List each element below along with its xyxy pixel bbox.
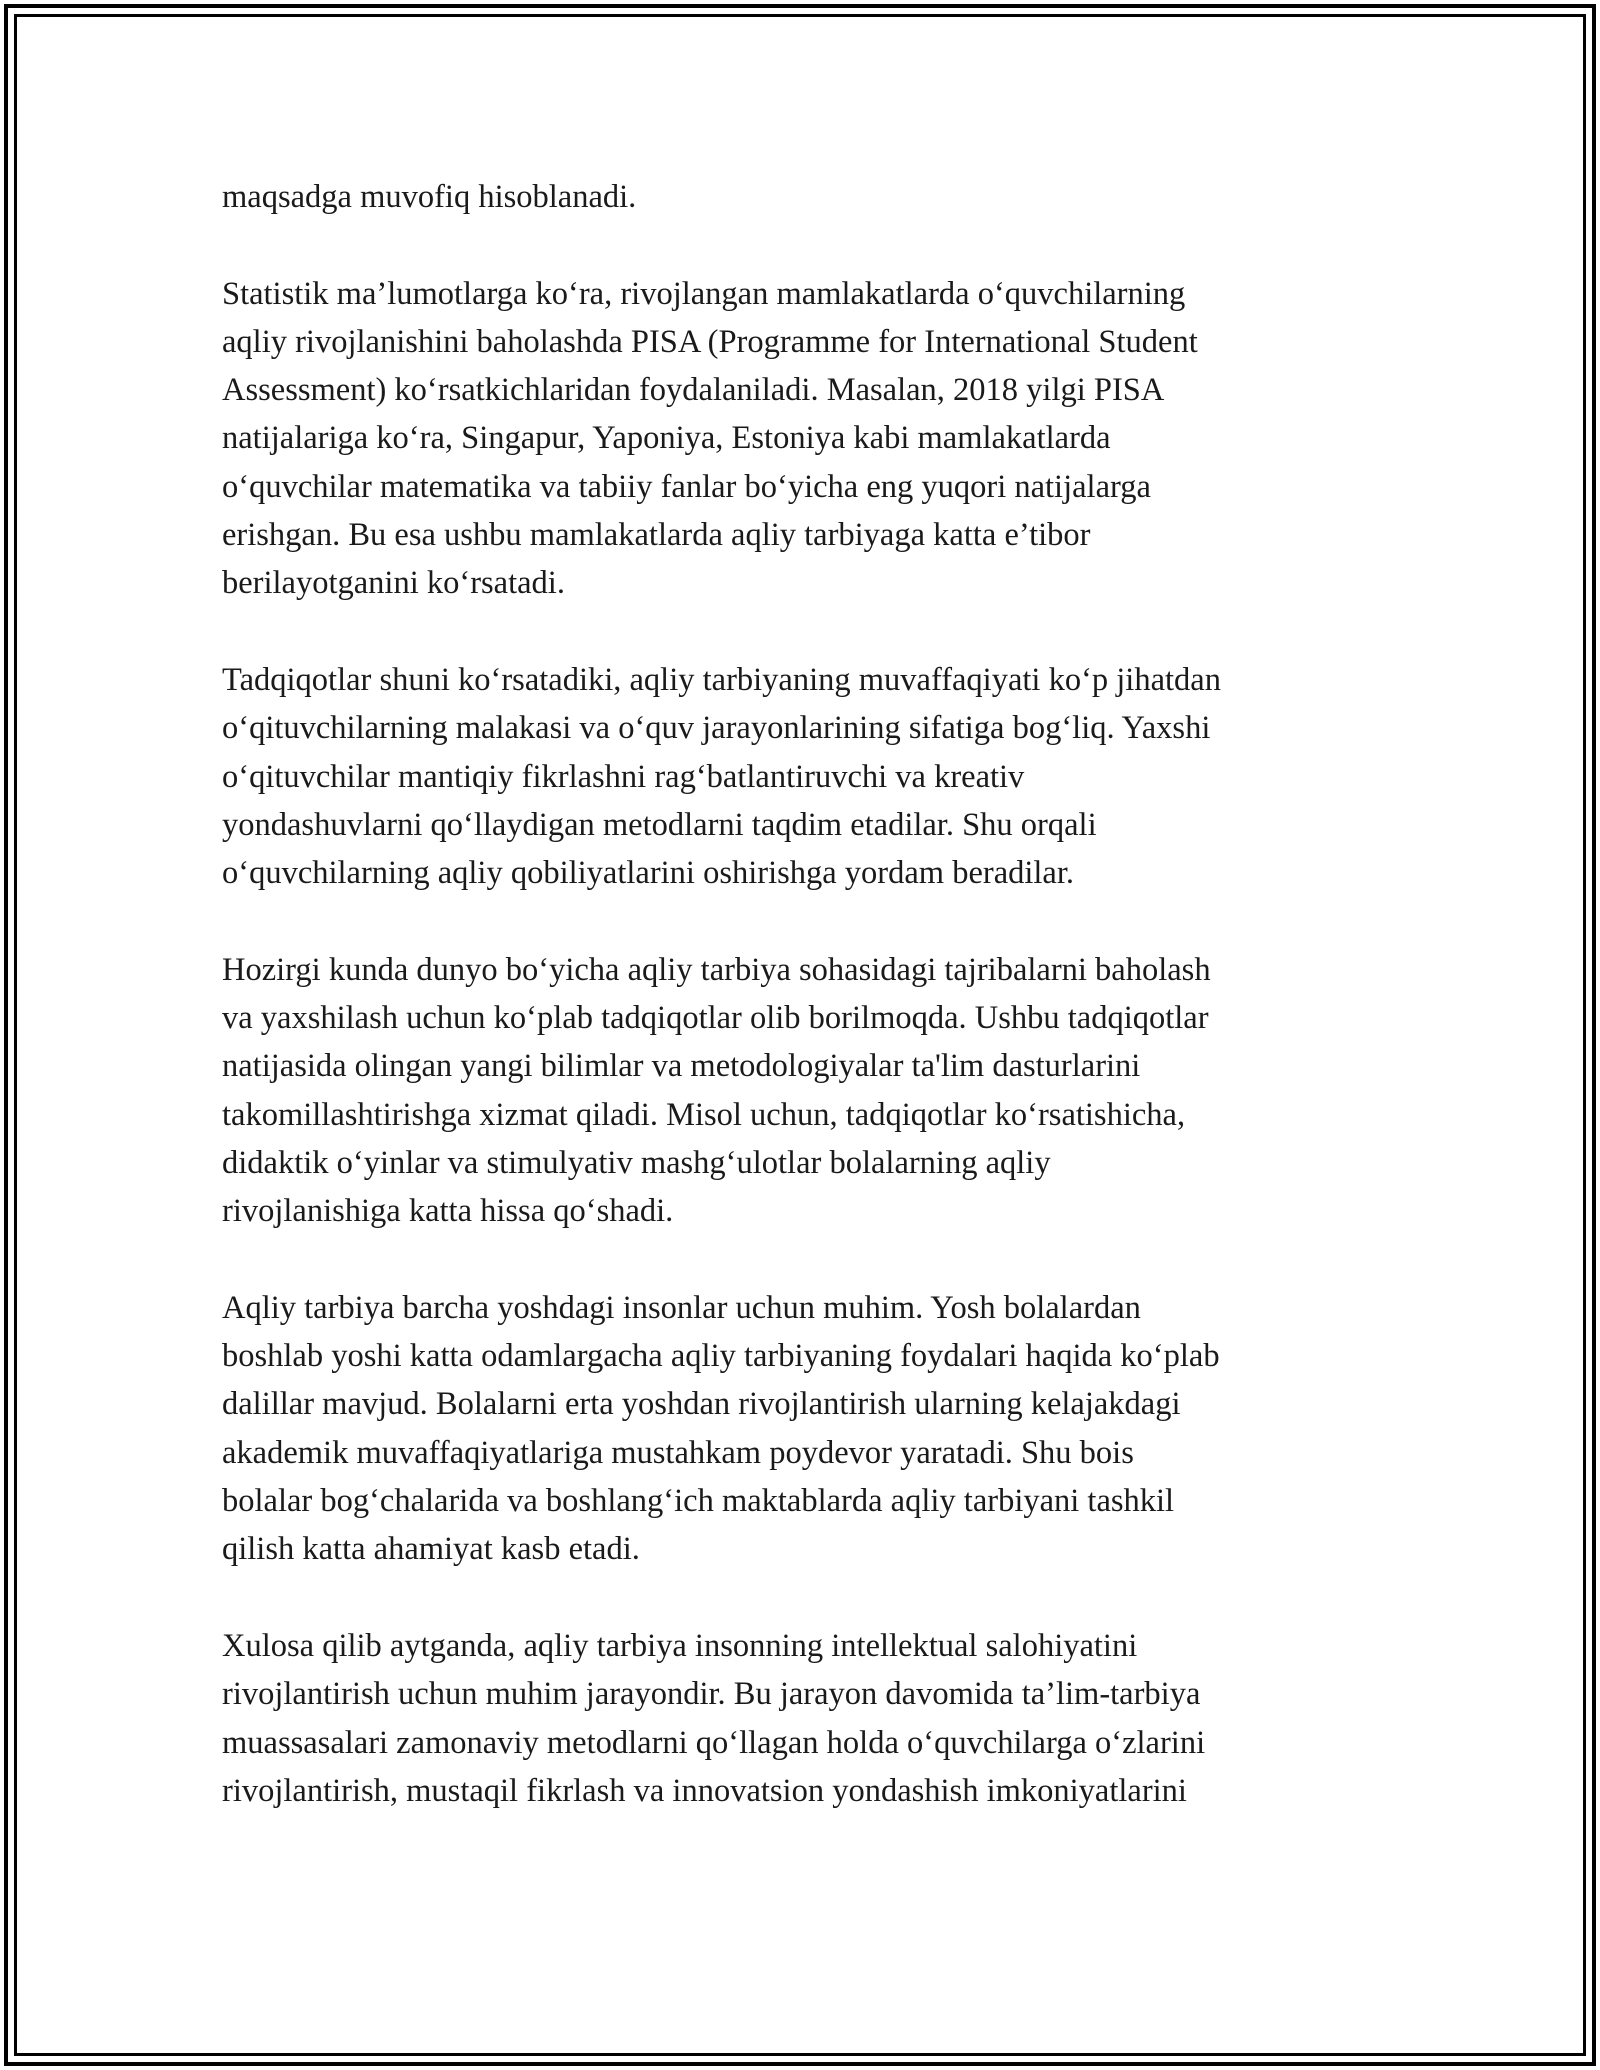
paragraph-gap (222, 608, 1402, 656)
paragraph-gap (222, 1574, 1402, 1622)
text-line: o‘quvchilar matematika va tabiiy fanlar bo‘yicha eng yuqori natijalarga (222, 468, 1151, 505)
paragraph-5 (222, 1284, 1402, 1574)
text-line: rivojlantirish uchun muhim jarayondir. Bu jarayon davomida ta’lim-tarbiya (222, 1676, 1201, 1713)
text-line: Tadqiqotlar shuni ko‘rsatadiki, aqliy tarbiyaning muvaffaqiyati ko‘p jihatdan (222, 661, 1221, 698)
text-line: muassasalari zamonaviy metodlarni qo‘llagan holda o‘quvchilarga o‘zlarini (222, 1724, 1206, 1761)
text-line: o‘qituvchilar mantiqiy fikrlashni rag‘batlantiruvchi va kreativ (222, 758, 1025, 795)
document-body (222, 173, 1402, 1815)
paragraph-gap (222, 1236, 1402, 1284)
text-line: o‘quvchilarning aqliy qobiliyatlarini oshirishga yordam beradilar. (222, 855, 1075, 892)
text-line: o‘qituvchilarning malakasi va o‘quv jarayonlarining sifatiga bog‘liq. Yaxshi (222, 710, 1211, 747)
text-line: erishgan. Bu esa ushbu mamlakatlarda aqliy tarbiyaga katta e’tibor (222, 517, 1091, 554)
text-line: dalillar mavjud. Bolalarni erta yoshdan rivojlantirish ularning kelajakdagi (222, 1386, 1181, 1423)
paragraph-gap (222, 221, 1402, 269)
text-line: aqliy rivojlanishini baholashda PISA (Programme for International Student (222, 323, 1198, 360)
paragraph-4 (222, 946, 1402, 1236)
paragraph-2 (222, 270, 1402, 608)
text-line: Xulosa qilib aytganda, aqliy tarbiya insonning intellektual salohiyatini (222, 1627, 1138, 1664)
text-line: bolalar bog‘chalarida va boshlang‘ich maktablarda aqliy tarbiyani tashkil (222, 1483, 1175, 1520)
text-line: Hozirgi kunda dunyo bo‘yicha aqliy tarbiya sohasidagi tajribalarni baholash (222, 951, 1211, 988)
text-line: Aqliy tarbiya barcha yoshdagi insonlar uchun muhim. Yosh bolalardan (222, 1289, 1141, 1326)
text-line: Assessment) ko‘rsatkichlaridan foydalaniladi. Masalan, 2018 yilgi PISA (222, 372, 1165, 409)
text-line: berilayotganini ko‘rsatadi. (222, 565, 565, 602)
text-line: yondashuvlarni qo‘llaydigan metodlarni taqdim etadilar. Shu orqali (222, 806, 1097, 843)
text-line: qilish katta ahamiyat kasb etadi. (222, 1531, 640, 1568)
text-line: boshlab yoshi katta odamlargacha aqliy tarbiyaning foydalari haqida ko‘plab (222, 1338, 1220, 1375)
paragraph-1 (222, 173, 1402, 221)
paragraph-3 (222, 656, 1402, 897)
text-line: natijalariga ko‘ra, Singapur, Yaponiya, Estoniya kabi mamlakatlarda (222, 420, 1111, 457)
text-line: Statistik ma’lumotlarga ko‘ra, rivojlangan mamlakatlarda o‘quvchilarning (222, 275, 1186, 312)
text-line: va yaxshilash uchun ko‘plab tadqiqotlar olib borilmoqda. Ushbu tadqiqotlar (222, 1000, 1209, 1037)
paragraph-6 (222, 1622, 1402, 1815)
text-line: didaktik o‘yinlar va stimulyativ mashg‘ulotlar bolalarning aqliy (222, 1144, 1051, 1181)
text-line: rivojlanishiga katta hissa qo‘shadi. (222, 1193, 674, 1230)
text-line: natijasida olingan yangi bilimlar va metodologiyalar ta'lim dasturlarini (222, 1048, 1141, 1085)
text-line: maqsadga muvofiq hisoblanadi. (222, 179, 637, 215)
text-line: akademik muvaffaqiyatlariga mustahkam poydevor yaratadi. Shu bois (222, 1434, 1134, 1471)
text-line: takomillashtirishga xizmat qiladi. Misol uchun, tadqiqotlar ko‘rsatishicha, (222, 1096, 1186, 1133)
paragraph-gap (222, 897, 1402, 945)
text-line: rivojlantirish, mustaqil fikrlash va innovatsion yondashish imkoniyatlarini (222, 1772, 1187, 1809)
